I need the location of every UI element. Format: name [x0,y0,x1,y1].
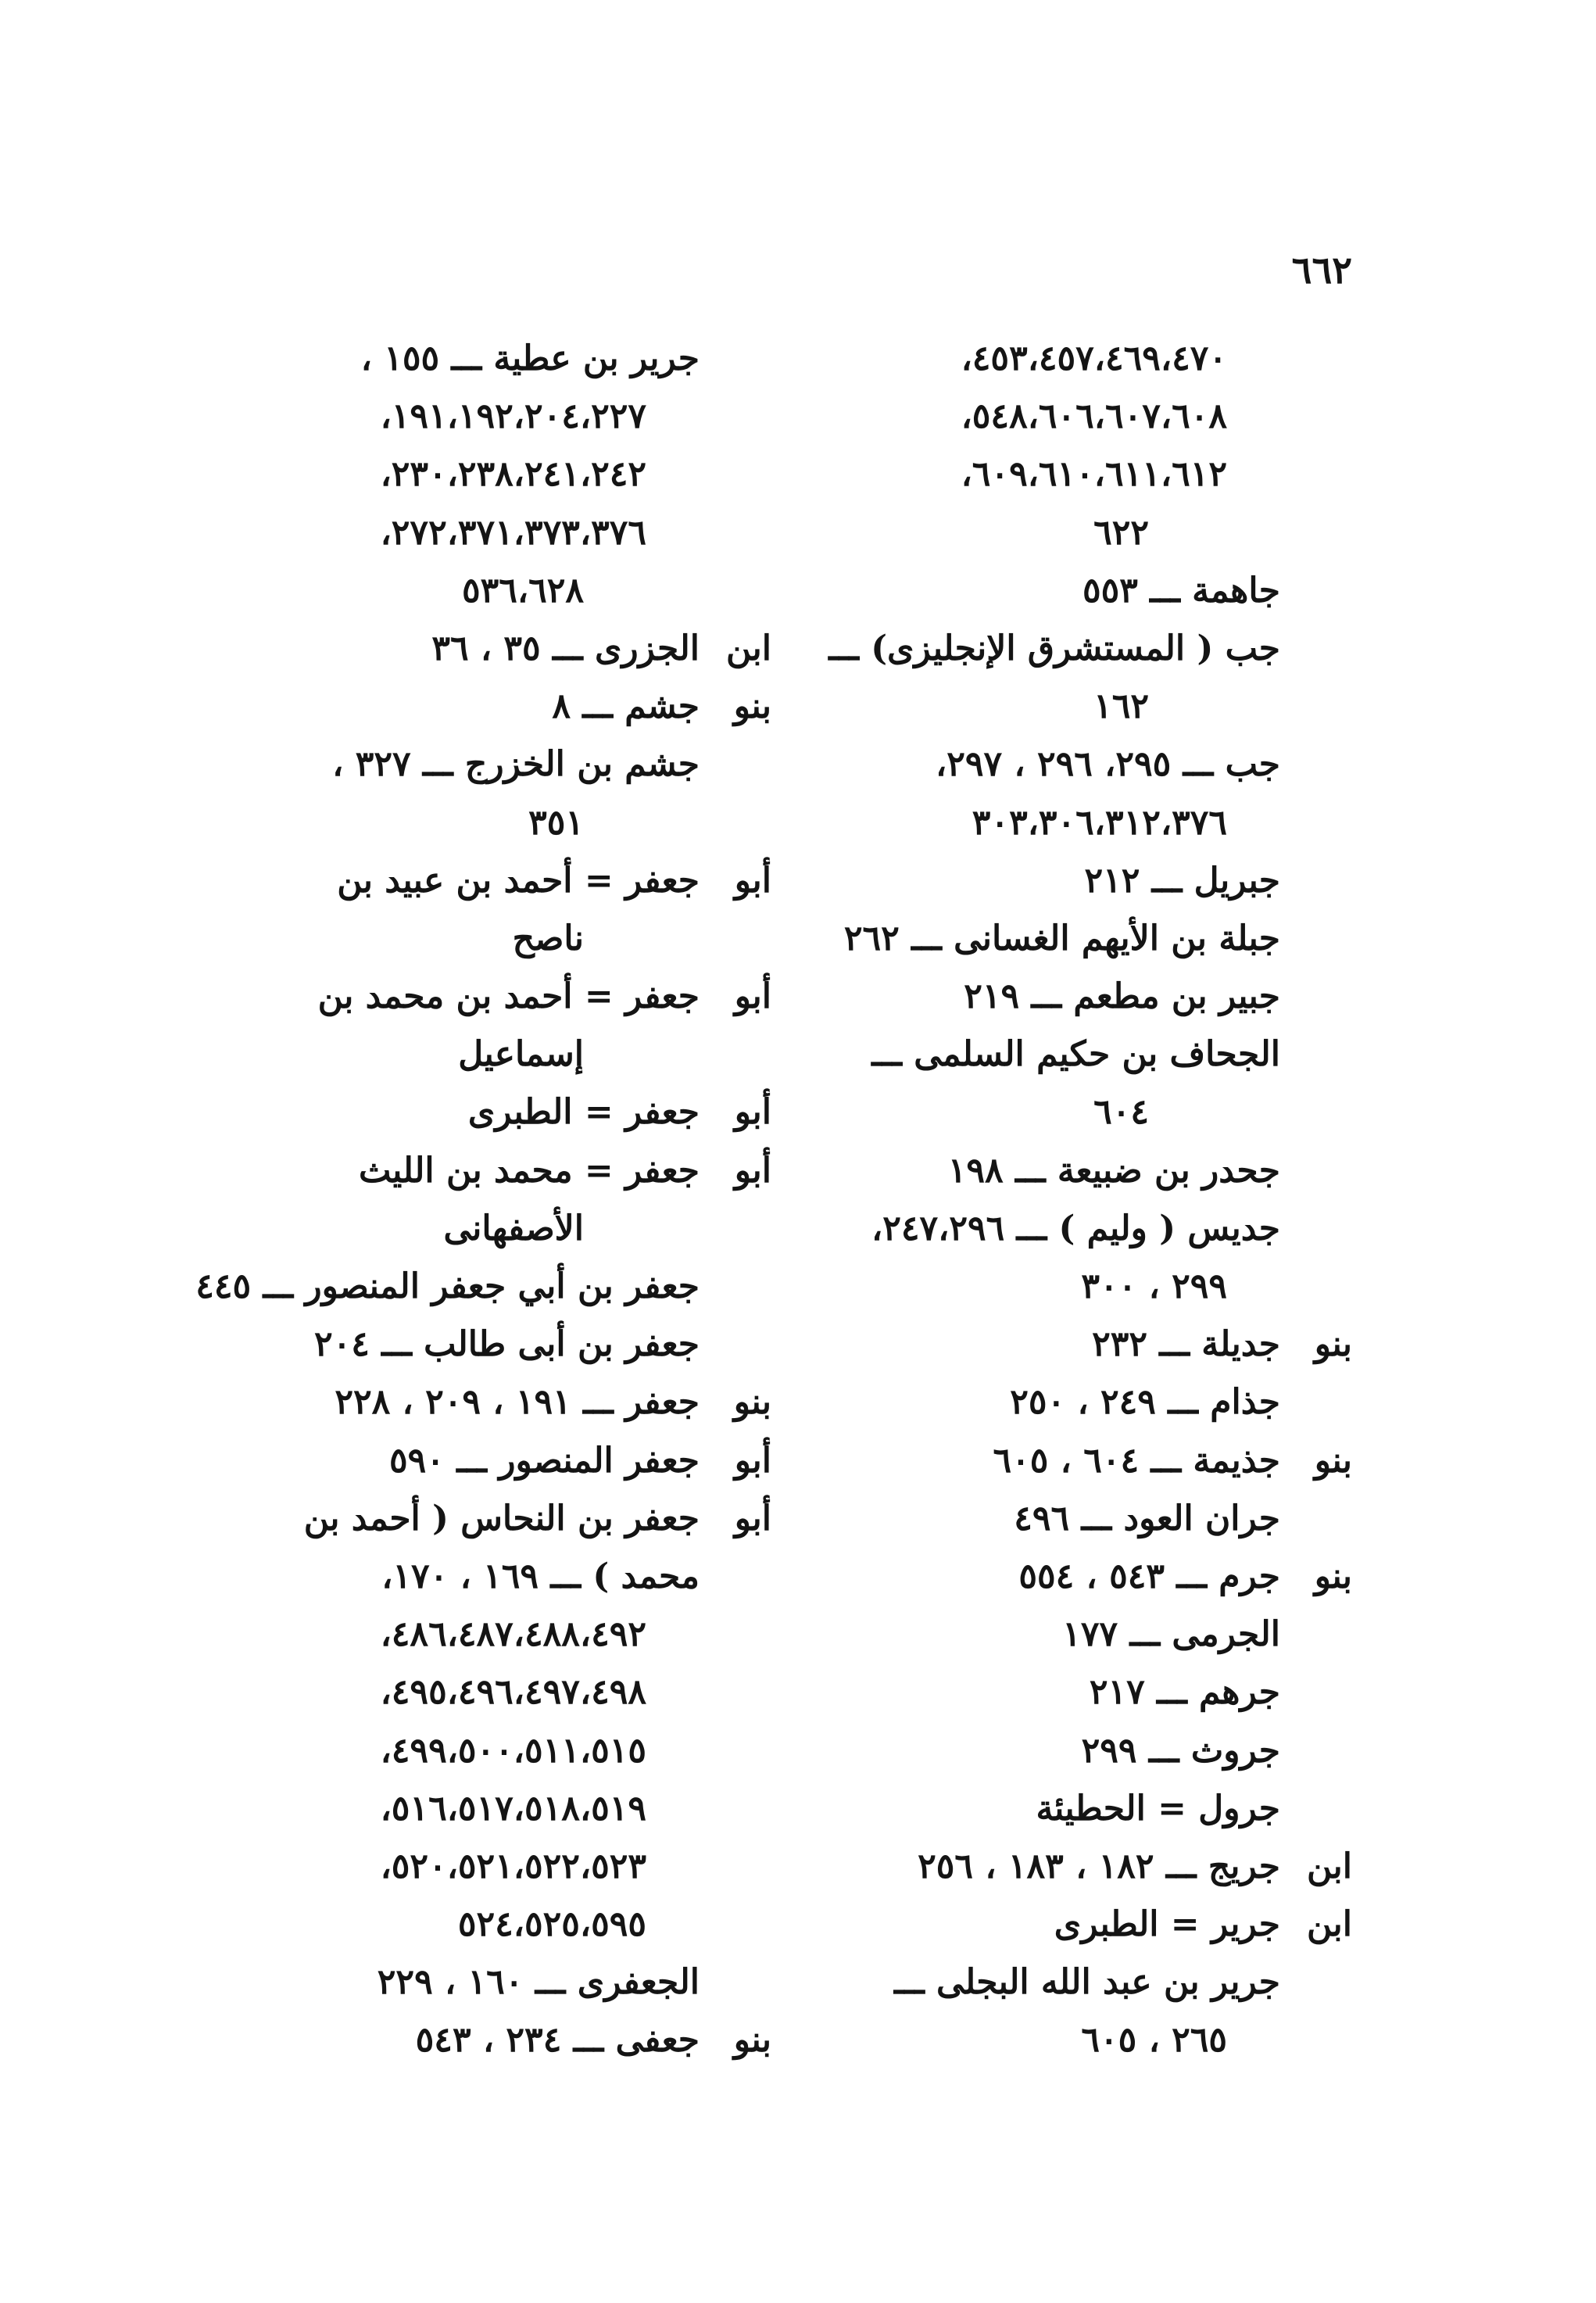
entry-text: ١٦٢ [1093,686,1149,727]
entry-prefix: بنو [1314,1324,1352,1365]
index-entry [201,794,771,852]
index-entry [201,446,771,503]
entry-text: جحدر بن ضبيعة ـــ ١٩٨ [947,1150,1280,1191]
index-entry [201,1780,771,1838]
entry-text: جرم ـــ ٥٤٣ ، ٥٥٤ [1018,1556,1280,1596]
entry-text: جعفر بن النحاس ( أحمد بن [303,1498,700,1538]
index-entry [852,1490,1352,1548]
entry-text: جران العود ـــ ٤٩٦ [1014,1498,1280,1538]
entry-text: جعفر = محمد بن الليث [358,1150,700,1191]
entry-text: ١٩١،١٩٢،٢٠٤،٢٢٧، [380,396,646,437]
entry-text: ناصح [512,918,584,958]
index-entry [201,1606,771,1664]
index-entry [201,910,771,968]
entry-text: جذيمة ـــ ٦٠٤ ، ٦٠٥ [993,1440,1280,1481]
index-entry [201,968,771,1026]
entry-text: ٦٢٢ [1093,512,1149,553]
entry-text: ٢٦٥ ، ٦٠٥ [1081,2020,1227,2061]
entry-text: جعفر = أحمد بن محمد بن [317,976,700,1017]
entry-text: ٥٣٦،٦٢٨ [462,570,584,611]
entry-prefix: أبو [734,1092,771,1133]
entry-text: جشم بن الخزرج ـــ ٣٢٧ ، [332,744,700,785]
entry-text: جب ( المستشرق الإنجليزى) ـــ [828,628,1280,668]
index-entry [201,1200,771,1258]
entry-text: ٢٣٠،٢٣٨،٢٤١،٢٤٢، [380,454,646,495]
index-entry [852,1722,1352,1780]
index-entry [852,388,1352,446]
index-entry [852,678,1352,736]
index-entry [201,1083,771,1141]
index-entry [852,852,1352,910]
index-entry [852,504,1352,562]
entry-prefix: أبو [734,976,771,1017]
entry-text: جعفر المنصور ـــ ٥٩٠ [389,1440,700,1481]
index-entry [852,794,1352,852]
index-entry [201,1896,771,1954]
index-entry [852,1954,1352,2011]
index-entry [852,446,1352,503]
entry-prefix: أبو [734,1440,771,1481]
index-entry [201,330,771,388]
index-entry [201,1316,771,1374]
index-entry [852,562,1352,620]
index-entry [852,1432,1352,1490]
index-entry [843,910,1352,968]
entry-prefix: بنو [733,686,771,727]
entry-text: جرول = الحطيئة [1036,1788,1280,1828]
page-number: ٦٦٢ [1291,249,1352,292]
entry-text: ٤٥٣،٤٥٧،٤٦٩،٤٧٠، [961,338,1227,378]
entry-text: ٣٠٣،٣٠٦،٣١٢،٣٧٦ [972,802,1227,843]
entry-text: ٥١٦،٥١٧،٥١٨،٥١٩، [380,1788,646,1828]
index-entry [201,1432,771,1490]
entry-text: جبريل ـــ ٢١٢ [1084,860,1280,901]
entry-text: جعفر بن أبي جعفر المنصور ـــ ٤٤٥ [195,1266,700,1306]
index-entry [201,1722,771,1780]
entry-text: ٢٧٢،٣٧١،٣٧٣،٣٧٦، [380,512,646,553]
index-entry [828,620,1352,678]
index-entry [201,1838,771,1896]
entry-text: جرير = الطبرى [1054,1904,1280,1945]
index-column-left [195,330,771,2070]
entry-text: جريج ـــ ١٨٢ ، ١٨٣ ، ٢٥٦ [918,1846,1280,1886]
index-entry [201,504,771,562]
entry-text: جروث ـــ ٢٩٩ [1081,1730,1280,1771]
entry-text: ٥٤٨،٦٠٦،٦٠٧،٦٠٨، [961,396,1227,437]
entry-text: الجرمى ـــ ١٧٧ [1062,1614,1280,1655]
index-entry [201,678,771,736]
entry-text: جشم ـــ ٨ [552,686,700,727]
index-entry [852,1258,1352,1316]
entry-text: جذام ـــ ٢٤٩ ، ٢٥٠ [1010,1382,1280,1423]
entry-text: جرهم ـــ ٢١٧ [1089,1672,1280,1713]
index-entry [852,2011,1352,2069]
entry-text: ٥٢٤،٥٢٥،٥٩٥ [457,1904,646,1945]
index-entry [201,620,771,678]
index-entry [201,1026,771,1083]
entry-prefix: بنو [1314,1556,1352,1596]
index-entry [852,1896,1352,1954]
entry-text: ٦٠٩،٦١٠،٦١١،٦١٢، [961,454,1227,495]
entry-text: جعفر ـــ ١٩١ ، ٢٠٩ ، ٢٢٨ [335,1382,700,1423]
index-entry [852,1026,1352,1083]
entry-text: جعفر بن أبى طالب ـــ ٢٠٤ [313,1324,700,1365]
index-entry [201,1548,771,1606]
index-entry [201,1142,771,1200]
entry-text: الجحاف بن حكيم السلمى ـــ [871,1034,1280,1075]
entry-prefix: ابن [1307,1904,1352,1945]
index-entry [201,1490,771,1548]
entry-text: جرير بن عبد الله البجلى ـــ [894,1962,1280,2003]
entry-text: ٣٥١ [528,802,584,843]
entry-text: جعفى ـــ ٢٣٤ ، ٥٤٣ [415,2020,700,2061]
entry-text: ٥٢٠،٥٢١،٥٢٢،٥٢٣، [380,1846,646,1886]
index-entry [201,736,771,793]
entry-text: جرير بن عطية ـــ ١٥٥ ، [360,338,700,378]
entry-text: ٤٨٦،٤٨٧،٤٨٨،٤٩٢، [380,1614,646,1655]
entry-text: ٢٩٩ ، ٣٠٠ [1081,1266,1227,1306]
entry-text: ٦٠٤ [1093,1092,1149,1133]
entry-text: ٤٩٥،٤٩٦،٤٩٧،٤٩٨، [380,1672,646,1713]
entry-prefix: بنو [1314,1440,1352,1481]
index-entry [852,1664,1352,1721]
entry-text: جديس ( وليم ) ـــ ٢٤٧،٢٩٦، [871,1208,1280,1248]
entry-text: جعفر = أحمد بن عبيد بن [337,860,700,901]
entry-text: محمد ) ـــ ١٦٩ ، ١٧٠، [381,1556,700,1596]
entry-prefix: بنو [733,2020,771,2061]
index-entry [852,1083,1352,1141]
index-entry [852,1548,1352,1606]
index-entry [201,562,771,620]
index-entry [852,1200,1352,1258]
entry-text: الجعفرى ـــ ١٦٠ ، ٢٢٩ [377,1962,700,2003]
entry-text: ٤٩٩،٥٠٠،٥١١،٥١٥، [380,1730,646,1771]
entry-prefix: أبو [734,1150,771,1191]
entry-text: جاهمة ـــ ٥٥٣ [1082,570,1280,611]
entry-text: إسماعيل [458,1034,584,1075]
index-column-right [828,330,1352,2070]
index-entry [201,1664,771,1721]
index-entry [195,1258,771,1316]
entry-prefix: أبو [734,1498,771,1538]
entry-prefix: بنو [733,1382,771,1423]
entry-text: جعفر = الطبرى [467,1092,700,1133]
entry-prefix: ابن [726,628,771,668]
index-entry [201,852,771,910]
index-entry [852,1142,1352,1200]
index-entry [852,736,1352,793]
index-entry [852,1316,1352,1374]
index-entry [852,968,1352,1026]
index-entry [852,1606,1352,1664]
index-entry [201,388,771,446]
entry-text: جديلة ـــ ٢٣٢ [1092,1324,1280,1365]
entry-text: جبلة بن الأيهم الغسانى ـــ ٢٦٢ [843,918,1280,958]
entry-text: جبير بن مطعم ـــ ٢١٩ [964,976,1280,1017]
entry-text: الجزرى ـــ ٣٥ ، ٣٦ [431,628,700,668]
index-entry [201,2011,771,2069]
index-entry [852,1374,1352,1431]
index-entry [852,1838,1352,1896]
index-entry [201,1374,771,1431]
entry-text: جب ـــ ٢٩٥، ٢٩٦ ، ٢٩٧، [935,744,1280,785]
index-entry [852,1780,1352,1838]
entry-prefix: أبو [734,860,771,901]
entry-prefix: ابن [1307,1846,1352,1886]
index-entry [201,1954,771,2011]
entry-text: الأصفهانى [443,1208,584,1248]
index-entry [852,330,1352,388]
